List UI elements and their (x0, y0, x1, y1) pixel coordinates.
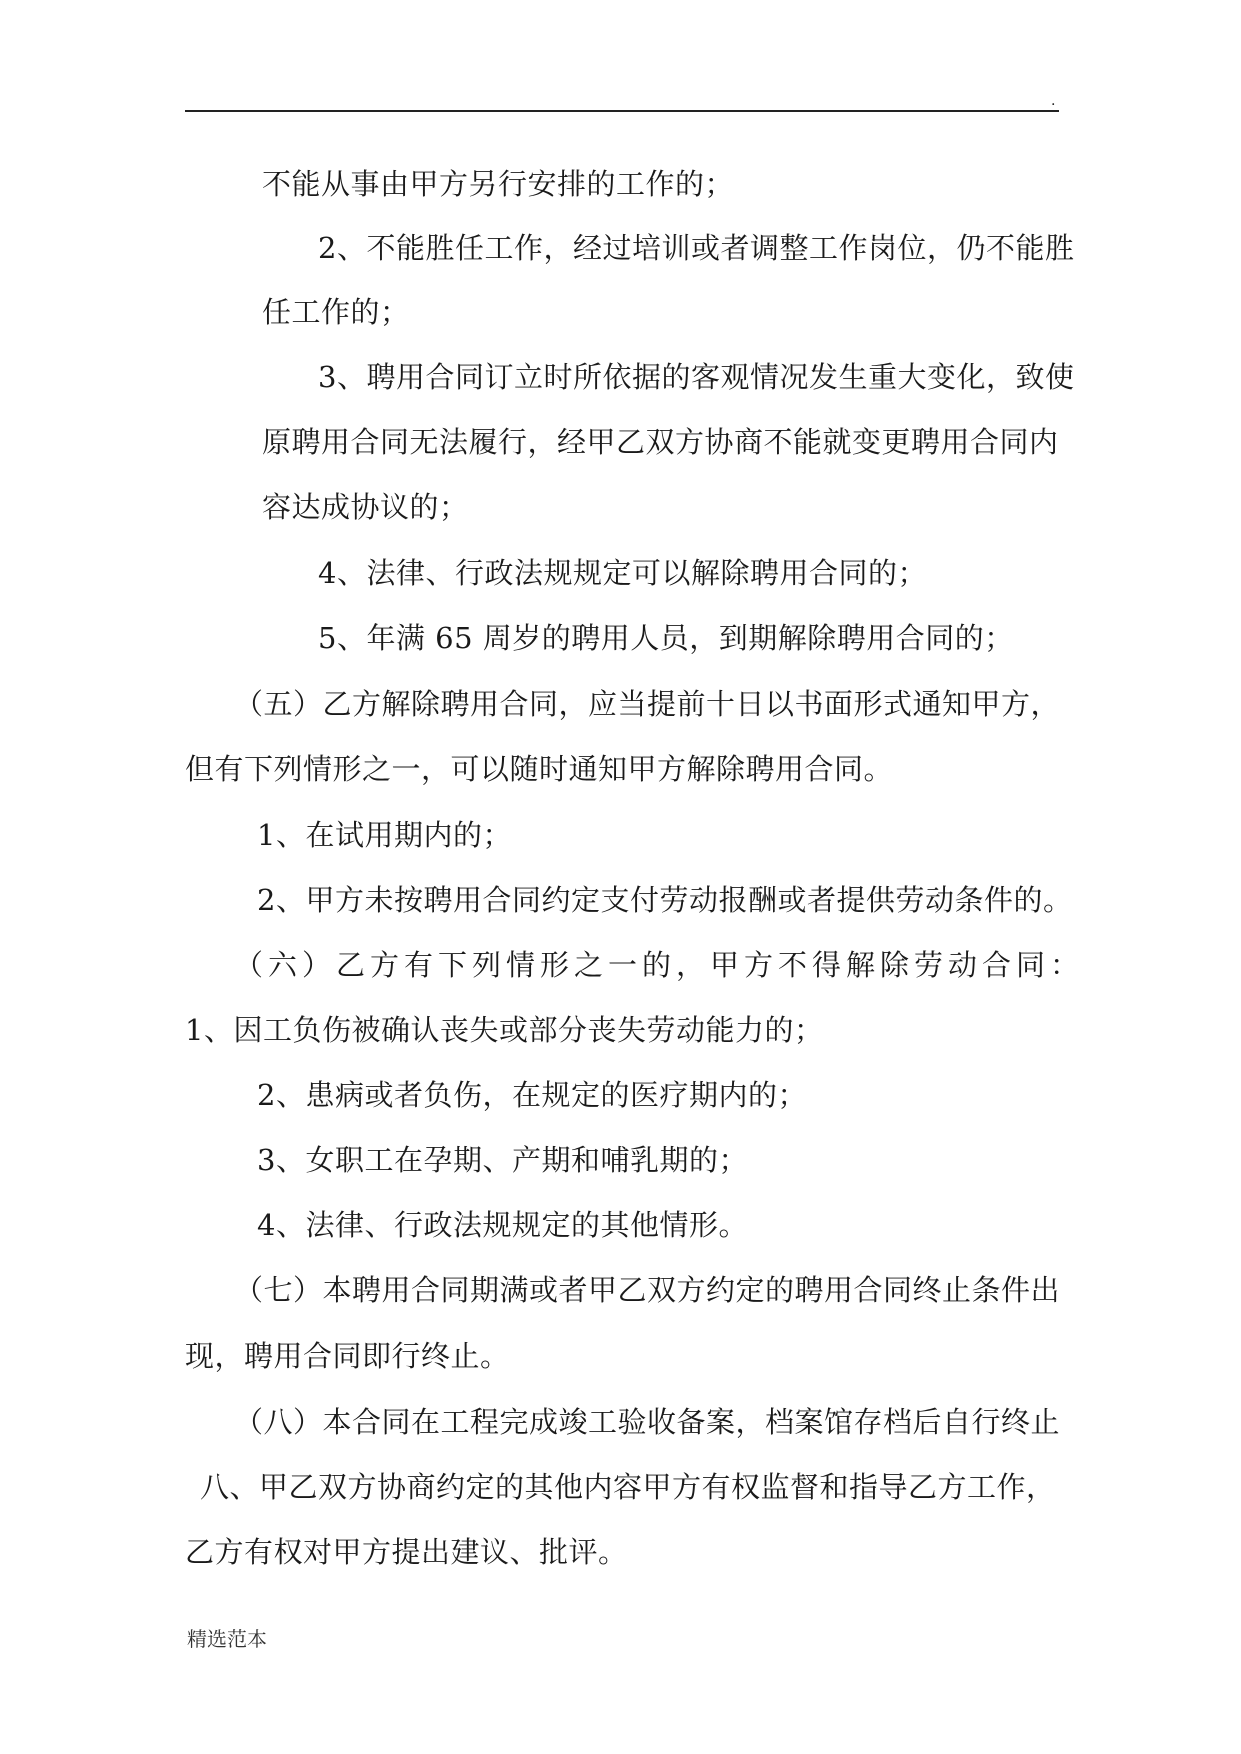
body-line: 原聘用合同无法履行，经甲乙双方协商不能就变更聘用合同内 (262, 425, 1059, 459)
body-line: 4、法律、行政法规规定的其他情形。 (257, 1208, 748, 1242)
body-line: （七）本聘用合同期满或者甲乙双方约定的聘用合同终止条件出 (234, 1273, 1061, 1307)
body-line: 1、因工负伤被确认丧失或部分丧失劳动能力的； (185, 1013, 824, 1047)
body-line: 2、不能胜任工作，经过培训或者调整工作岗位，仍不能胜 (318, 231, 1075, 265)
body-line: 5、年满 65 周岁的聘用人员，到期解除聘用合同的； (318, 621, 1014, 655)
header-rule (185, 110, 1059, 112)
body-line: 八、甲乙双方协商约定的其他内容甲方有权监督和指导乙方工作， (200, 1470, 1056, 1504)
body-line: 4、法律、行政法规规定可以解除聘用合同的； (318, 556, 927, 590)
body-line: 乙方有权对甲方提出建议、批评。 (185, 1535, 628, 1569)
body-line: 现，聘用合同即行终止。 (185, 1339, 510, 1373)
footer-label: 精选范本 (187, 1627, 267, 1651)
body-line: 任工作的； (262, 295, 410, 329)
body-line: 但有下列情形之一，可以随时通知甲方解除聘用合同。 (185, 752, 894, 786)
body-line: 2、甲方未按聘用合同约定支付劳动报酬或者提供劳动条件的。 (257, 883, 1073, 917)
body-line: 3、女职工在孕期、产期和哺乳期的； (257, 1143, 748, 1177)
body-line: （五）乙方解除聘用合同，应当提前十日以书面形式通知甲方， (234, 687, 1061, 721)
body-line: 3、聘用合同订立时所依据的客观情况发生重大变化，致使 (318, 360, 1075, 394)
body-line: 2、患病或者负伤，在规定的医疗期内的； (257, 1078, 807, 1112)
header-mark: . (1051, 93, 1056, 109)
body-line: （六）乙方有下列情形之一的，甲方不得解除劳动合同： (234, 948, 1085, 982)
body-line: 1、在试用期内的； (257, 818, 512, 852)
body-line: （八）本合同在工程完成竣工验收备案，档案馆存档后自行终止 (234, 1405, 1061, 1439)
body-line: 容达成协议的； (262, 490, 469, 524)
body-line: 不能从事由甲方另行安排的工作的； (262, 167, 735, 201)
